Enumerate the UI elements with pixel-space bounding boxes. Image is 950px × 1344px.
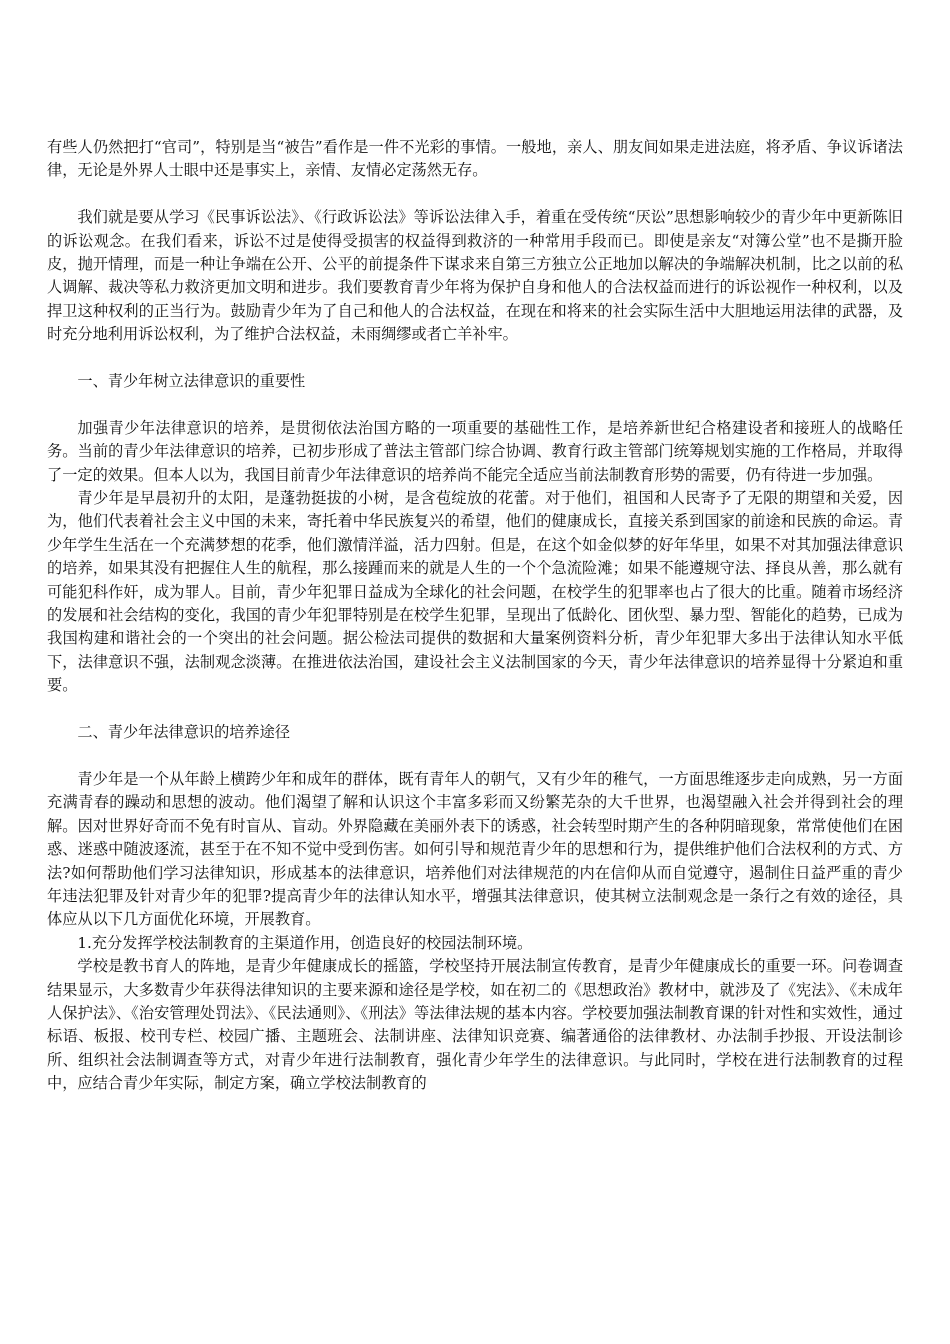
paragraph: 青少年是一个从年龄上横跨少年和成年的群体，既有青年人的朝气，又有少年的稚气，一方面思维逐步走向成熟，另一方面充满青春的躁动和思想的波动。他们渴望了解和认识这个丰富多彩而又纷繁芜杂的大千世界，也渴望融入社会并得到社会的理解。因对世界好奇而不免有时盲从、盲动。外界隐藏在美丽外表下的诱惑，社会转型时期产生的各种阴暗现象，常常使他们在困惑、迷惑中随波逐流，甚至于在不知不觉中受到伤害。如何引导和规范青少年的思想和行为，提供维护他们合法权利的方式、方法?如何帮助他们学习法律知识，形成基本的法律意识，培养他们对法律规范的内在信仰从而自觉遵守，遏制住日益严重的青少年违法犯罪及针对青少年的犯罪?提高青少年的法律认知水平，增强其法律意识，使其树立法制观念是一条行之有效的途径，具体应从以下几方面优化环境，开展教育。 xyxy=(47,769,903,929)
paragraph: 青少年是早晨初升的太阳，是蓬勃挺拔的小树，是含苞绽放的花蕾。对于他们，祖国和人民寄予了无限的期望和关爱，因为，他们代表着社会主义中国的未来，寄托着中华民族复兴的希望，他们的健康成长，直接关系到国家的前途和民族的命运。青少年学生生活在一个充满梦想的花季，他们激情洋溢，活力四射。但是，在这个如金似梦的好年华里，如果不对其加强法律意识的培养，如果其没有把握住人生的航程，那么接踵而来的就是人生的一个个急流险滩；如果不能遵规守法、择良从善，那么就有可能犯科作奸，成为罪人。目前，青少年犯罪日益成为全球化的社会问题，在校学生的犯罪率也占了很大的比重。随着市场经济的发展和社会结构的变化，我国的青少年犯罪特别是在校学生犯罪，呈现出了低龄化、团伙型、暴力型、智能化的趋势，已成为我国构建和谐社会的一个突出的社会问题。据公检法司提供的数据和大量案例资料分析，青少年犯罪大多出于法律认知水平低下，法律意识不强，法制观念淡薄。在推进依法治国，建设社会主义法制国家的今天，青少年法律意识的培养显得十分紧迫和重要。 xyxy=(47,489,903,695)
paragraph-gap xyxy=(47,347,903,370)
paragraph: 有些人仍然把打“官司”，特别是当“被告”看作是一件不光彩的事情。一般地，亲人、朋友间如果走进法庭，将矛盾、争议诉诸法律，无论是外界人士眼中还是事实上，亲情、友情必定荡然无存。 xyxy=(47,138,903,180)
section-heading: 二、青少年法律意识的培养途径 xyxy=(77,723,291,742)
subsection-heading: 1.充分发挥学校法制教育的主渠道作用，创造良好的校园法制环境。 xyxy=(77,933,533,952)
paragraph-gap xyxy=(47,393,903,416)
paragraph: 学校是教书育人的阵地，是青少年健康成长的摇篮，学校坚持开展法制宣传教育，是青少年健康成长的重要一环。问卷调查结果显示，大多数青少年获得法律知识的主要来源和途径是学校，如在初二的《思想政治》教材中，就涉及了《宪法》、《未成年人保护法》、《治安管理处罚法》、《民法通则》、《刑法》等法律法规的基本内容。学校要加强法制教育课的针对性和实效性，通过标语、板报、校刊专栏、校园广播、主题班会、法制讲座、法律知识竞赛、编著通俗的法律教材、办法制手抄报、开设法制诊所、组织社会法制调查等方式，对青少年进行法制教育，强化青少年学生的法律意识。与此同时，学校在进行法制教育的过程中，应结合青少年实际，制定方案，确立学校法制教育的 xyxy=(47,957,903,1093)
paragraph-gap xyxy=(47,183,903,206)
paragraph-gap xyxy=(47,698,903,721)
document-page xyxy=(47,136,903,1096)
paragraph: 我们就是要从学习《民事诉讼法》、《行政诉讼法》等诉讼法律入手，着重在受传统“厌讼”思想影响较少的青少年中更新陈旧的诉讼观念。在我们看来，诉讼不过是使得受损害的权益得到救济的一种常用手段而已。即使是亲友“对簿公堂”也不是撕开脸皮，抛开情理，而是一种让争端在公开、公平的前提条件下谋求来自第三方独立公正地加以解决的争端解决机制，比之以前的私人调解、裁决等私力救济更加文明和进步。我们要教育青少年将为保护自身和他人的合法权益而进行的诉讼视作一种权利，以及捍卫这种权利的正当行为。鼓励青少年为了自己和他人的合法权益，在现在和将来的社会实际生活中大胆地运用法律的武器，及时充分地利用诉讼权利，为了维护合法权益，未雨绸缪或者亡羊补牢。 xyxy=(47,208,903,344)
paragraph-gap xyxy=(47,745,903,768)
paragraph: 加强青少年法律意识的培养，是贯彻依法治国方略的一项重要的基础性工作，是培养新世纪合格建设者和接班人的战略任务。当前的青少年法律意识的培养，已初步形成了普法主管部门综合协调、教育行政主管部门统筹规划实施的工作格局，并取得了一定的效果。但本人以为，我国目前青少年法律意识的培养尚不能完全适应当前法制教育形势的需要，仍有待进一步加强。 xyxy=(47,418,903,484)
section-heading: 一、青少年树立法律意识的重要性 xyxy=(77,372,306,391)
